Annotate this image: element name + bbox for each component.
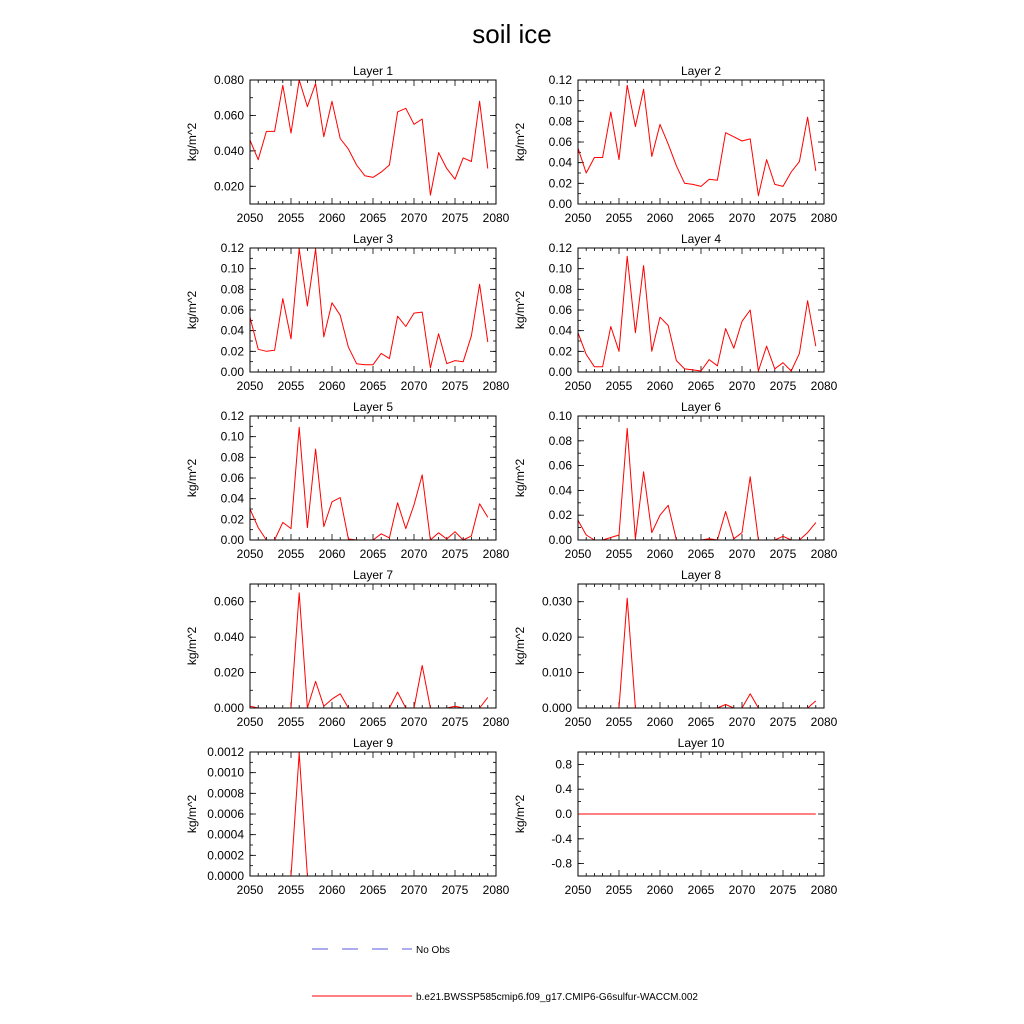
- series-line: [578, 428, 816, 540]
- x-tick-label: 2055: [605, 883, 633, 897]
- y-tick-label: 0.06: [548, 458, 572, 473]
- plot-frame: [250, 752, 496, 876]
- y-tick-label: 0.030: [541, 594, 572, 609]
- x-tick-label: 2050: [236, 883, 264, 897]
- x-tick-label: 2070: [728, 379, 756, 393]
- figure-title: soil ice: [472, 19, 552, 49]
- y-tick-label: 0.12: [548, 73, 572, 87]
- y-tick-label: 0.12: [548, 241, 572, 255]
- x-tick-label: 2080: [810, 379, 838, 393]
- x-tick-label: 2055: [277, 547, 305, 561]
- y-tick-label: 0.00: [548, 533, 572, 547]
- x-tick-label: 2065: [687, 547, 715, 561]
- y-tick-label: 0.0002: [207, 848, 244, 863]
- x-tick-label: 2050: [236, 715, 264, 729]
- y-tick-label: 0.020: [213, 665, 244, 680]
- series-line: [578, 598, 816, 708]
- x-tick-label: 2065: [359, 211, 387, 225]
- y-tick-label: 0.060: [213, 108, 244, 123]
- panel-1: [185, 64, 510, 225]
- x-tick-label: 2055: [605, 547, 633, 561]
- y-tick-label: 0.040: [213, 630, 244, 645]
- panel-2: [513, 64, 838, 225]
- x-tick-label: 2050: [564, 547, 592, 561]
- y-axis-label: kg/m^2: [185, 794, 199, 834]
- x-tick-label: 2055: [605, 379, 633, 393]
- series-line: [250, 753, 488, 876]
- x-tick-label: 2055: [605, 715, 633, 729]
- y-tick-label: 0.12: [220, 409, 244, 423]
- plot-frame: [250, 416, 496, 540]
- y-tick-label: 0.0012: [207, 745, 244, 759]
- panels: [185, 64, 838, 897]
- y-axis-label: kg/m^2: [185, 626, 199, 666]
- y-axis-label: kg/m^2: [513, 122, 527, 162]
- x-tick-label: 2075: [769, 379, 797, 393]
- y-tick-label: 0.0010: [207, 765, 244, 780]
- x-tick-label: 2065: [687, 379, 715, 393]
- legend-obs-label: No Obs: [416, 945, 450, 956]
- y-tick-label: 0.04: [548, 155, 572, 170]
- x-tick-label: 2060: [318, 211, 346, 225]
- y-tick-label: 0.00: [548, 197, 572, 211]
- x-tick-label: 2070: [728, 883, 756, 897]
- y-tick-label: 0.000: [541, 701, 572, 715]
- y-tick-label: 0.04: [548, 483, 572, 498]
- y-tick-label: 0.0000: [207, 869, 244, 883]
- y-tick-label: 0.02: [548, 508, 572, 523]
- x-tick-label: 2050: [236, 547, 264, 561]
- x-tick-label: 2065: [359, 547, 387, 561]
- x-tick-label: 2065: [687, 211, 715, 225]
- x-tick-label: 2070: [400, 547, 428, 561]
- x-tick-label: 2050: [564, 883, 592, 897]
- series-line: [578, 256, 816, 371]
- y-tick-label: 0.06: [548, 135, 572, 149]
- x-tick-label: 2055: [277, 883, 305, 897]
- x-tick-label: 2050: [564, 211, 592, 225]
- panel-4: [513, 232, 838, 393]
- plot-frame: [578, 416, 824, 540]
- panel-8: [513, 568, 838, 729]
- x-tick-label: 2050: [564, 379, 592, 393]
- x-tick-label: 2070: [400, 715, 428, 729]
- y-axis-label: kg/m^2: [513, 794, 527, 834]
- y-tick-label: 0.00: [220, 365, 244, 379]
- y-tick-label: 0.010: [541, 665, 572, 680]
- plot-frame: [250, 248, 496, 372]
- legend-model-label: b.e21.BWSSP585cmip6.f09_g17.CMIP6-G6sulfur-WACCM.002: [416, 992, 698, 1003]
- x-tick-label: 2060: [646, 211, 674, 225]
- x-tick-label: 2075: [441, 379, 469, 393]
- panel-title: Layer 4: [680, 232, 722, 246]
- plot-frame: [578, 248, 824, 372]
- y-tick-label: 0.12: [220, 241, 244, 255]
- x-tick-label: 2060: [646, 715, 674, 729]
- x-tick-label: 2065: [359, 883, 387, 897]
- y-tick-label: 0.0006: [207, 807, 244, 821]
- series-line: [250, 80, 488, 195]
- y-tick-label: 0.08: [548, 114, 572, 129]
- x-tick-label: 2075: [441, 211, 469, 225]
- x-tick-label: 2055: [277, 715, 305, 729]
- y-tick-label: 0.0004: [207, 827, 244, 842]
- y-tick-label: 0.020: [541, 630, 572, 645]
- series-line: [250, 427, 488, 540]
- legend: [312, 945, 698, 1003]
- x-tick-label: 2070: [728, 211, 756, 225]
- x-tick-label: 2080: [482, 547, 510, 561]
- x-tick-label: 2080: [482, 883, 510, 897]
- y-tick-label: 0.06: [220, 303, 244, 317]
- plot-frame: [578, 80, 824, 204]
- x-tick-label: 2075: [769, 715, 797, 729]
- y-tick-label: 0.10: [548, 261, 572, 276]
- plot-frame: [250, 584, 496, 708]
- panel-10: [513, 736, 838, 897]
- panel-9: [185, 736, 510, 897]
- x-tick-label: 2060: [646, 883, 674, 897]
- y-tick-label: 0.06: [548, 303, 572, 317]
- panel-title: Layer 10: [677, 736, 725, 750]
- x-tick-label: 2075: [441, 547, 469, 561]
- x-tick-label: 2070: [400, 883, 428, 897]
- y-axis-label: kg/m^2: [185, 290, 199, 330]
- y-tick-label: 0.0: [555, 807, 572, 821]
- y-tick-label: 0.00: [548, 365, 572, 379]
- y-axis-label: kg/m^2: [513, 626, 527, 666]
- x-tick-label: 2080: [810, 211, 838, 225]
- x-tick-label: 2075: [441, 883, 469, 897]
- y-tick-label: 0.02: [220, 344, 244, 359]
- x-tick-label: 2075: [769, 547, 797, 561]
- x-tick-label: 2075: [769, 883, 797, 897]
- panel-title: Layer 9: [352, 736, 394, 750]
- x-tick-label: 2060: [318, 715, 346, 729]
- x-tick-label: 2075: [769, 211, 797, 225]
- x-tick-label: 2060: [318, 379, 346, 393]
- plot-frame: [250, 80, 496, 204]
- y-axis-label: kg/m^2: [513, 290, 527, 330]
- y-tick-label: 0.060: [213, 594, 244, 609]
- y-tick-label: 0.08: [548, 282, 572, 297]
- y-tick-label: 0.08: [548, 433, 572, 448]
- panel-title: Layer 7: [352, 568, 394, 582]
- y-tick-label: 0.0008: [207, 786, 244, 801]
- y-tick-label: 0.04: [220, 491, 244, 506]
- y-tick-label: 0.020: [213, 179, 244, 194]
- y-axis-label: kg/m^2: [185, 122, 199, 162]
- y-tick-label: 0.04: [220, 323, 244, 338]
- x-tick-label: 2070: [400, 379, 428, 393]
- series-line: [250, 249, 488, 368]
- panel-title: Layer 8: [680, 568, 722, 582]
- y-tick-label: 0.10: [548, 93, 572, 108]
- series-line: [578, 85, 816, 196]
- x-tick-label: 2070: [400, 211, 428, 225]
- y-tick-label: 0.02: [220, 512, 244, 527]
- x-tick-label: 2080: [482, 715, 510, 729]
- x-tick-label: 2050: [564, 715, 592, 729]
- y-axis-label: kg/m^2: [185, 458, 199, 498]
- y-tick-label: 0.08: [220, 450, 244, 465]
- series-line: [250, 593, 488, 708]
- panel-5: [185, 400, 510, 561]
- y-tick-label: 0.08: [220, 282, 244, 297]
- x-tick-label: 2060: [318, 883, 346, 897]
- y-tick-label: 0.00: [220, 533, 244, 547]
- y-axis-label: kg/m^2: [513, 458, 527, 498]
- x-tick-label: 2075: [441, 715, 469, 729]
- x-tick-label: 2070: [728, 547, 756, 561]
- x-tick-label: 2080: [810, 715, 838, 729]
- panel-title: Layer 3: [352, 232, 394, 246]
- y-tick-label: 0.10: [548, 409, 572, 423]
- y-tick-label: 0.10: [220, 261, 244, 276]
- x-tick-label: 2065: [359, 379, 387, 393]
- x-tick-label: 2080: [810, 883, 838, 897]
- x-tick-label: 2060: [646, 547, 674, 561]
- x-tick-label: 2070: [728, 715, 756, 729]
- y-tick-label: 0.04: [548, 323, 572, 338]
- x-tick-label: 2065: [687, 883, 715, 897]
- y-tick-label: -0.8: [551, 856, 572, 871]
- panel-title: Layer 6: [680, 400, 722, 414]
- y-tick-label: 0.080: [213, 73, 244, 87]
- x-tick-label: 2050: [236, 211, 264, 225]
- x-tick-label: 2080: [482, 211, 510, 225]
- y-tick-label: -0.4: [551, 831, 572, 846]
- x-tick-label: 2080: [810, 547, 838, 561]
- plot-frame: [578, 584, 824, 708]
- y-tick-label: 0.000: [213, 701, 244, 715]
- panel-3: [185, 232, 510, 393]
- x-tick-label: 2065: [359, 715, 387, 729]
- panel-7: [185, 568, 510, 729]
- y-tick-label: 0.10: [220, 429, 244, 444]
- x-tick-label: 2055: [277, 211, 305, 225]
- y-tick-label: 0.02: [548, 176, 572, 191]
- x-tick-label: 2065: [687, 715, 715, 729]
- x-tick-label: 2080: [482, 379, 510, 393]
- panel-title: Layer 5: [352, 400, 394, 414]
- x-tick-label: 2055: [277, 379, 305, 393]
- x-tick-label: 2050: [236, 379, 264, 393]
- y-tick-label: 0.8: [555, 757, 572, 772]
- panel-title: Layer 2: [680, 64, 722, 78]
- y-tick-label: 0.02: [548, 344, 572, 359]
- x-tick-label: 2055: [605, 211, 633, 225]
- y-tick-label: 0.040: [213, 143, 244, 158]
- x-tick-label: 2060: [646, 379, 674, 393]
- panel-6: [513, 400, 838, 561]
- panel-title: Layer 1: [352, 64, 394, 78]
- y-tick-label: 0.06: [220, 471, 244, 485]
- y-tick-label: 0.4: [555, 782, 572, 797]
- x-tick-label: 2060: [318, 547, 346, 561]
